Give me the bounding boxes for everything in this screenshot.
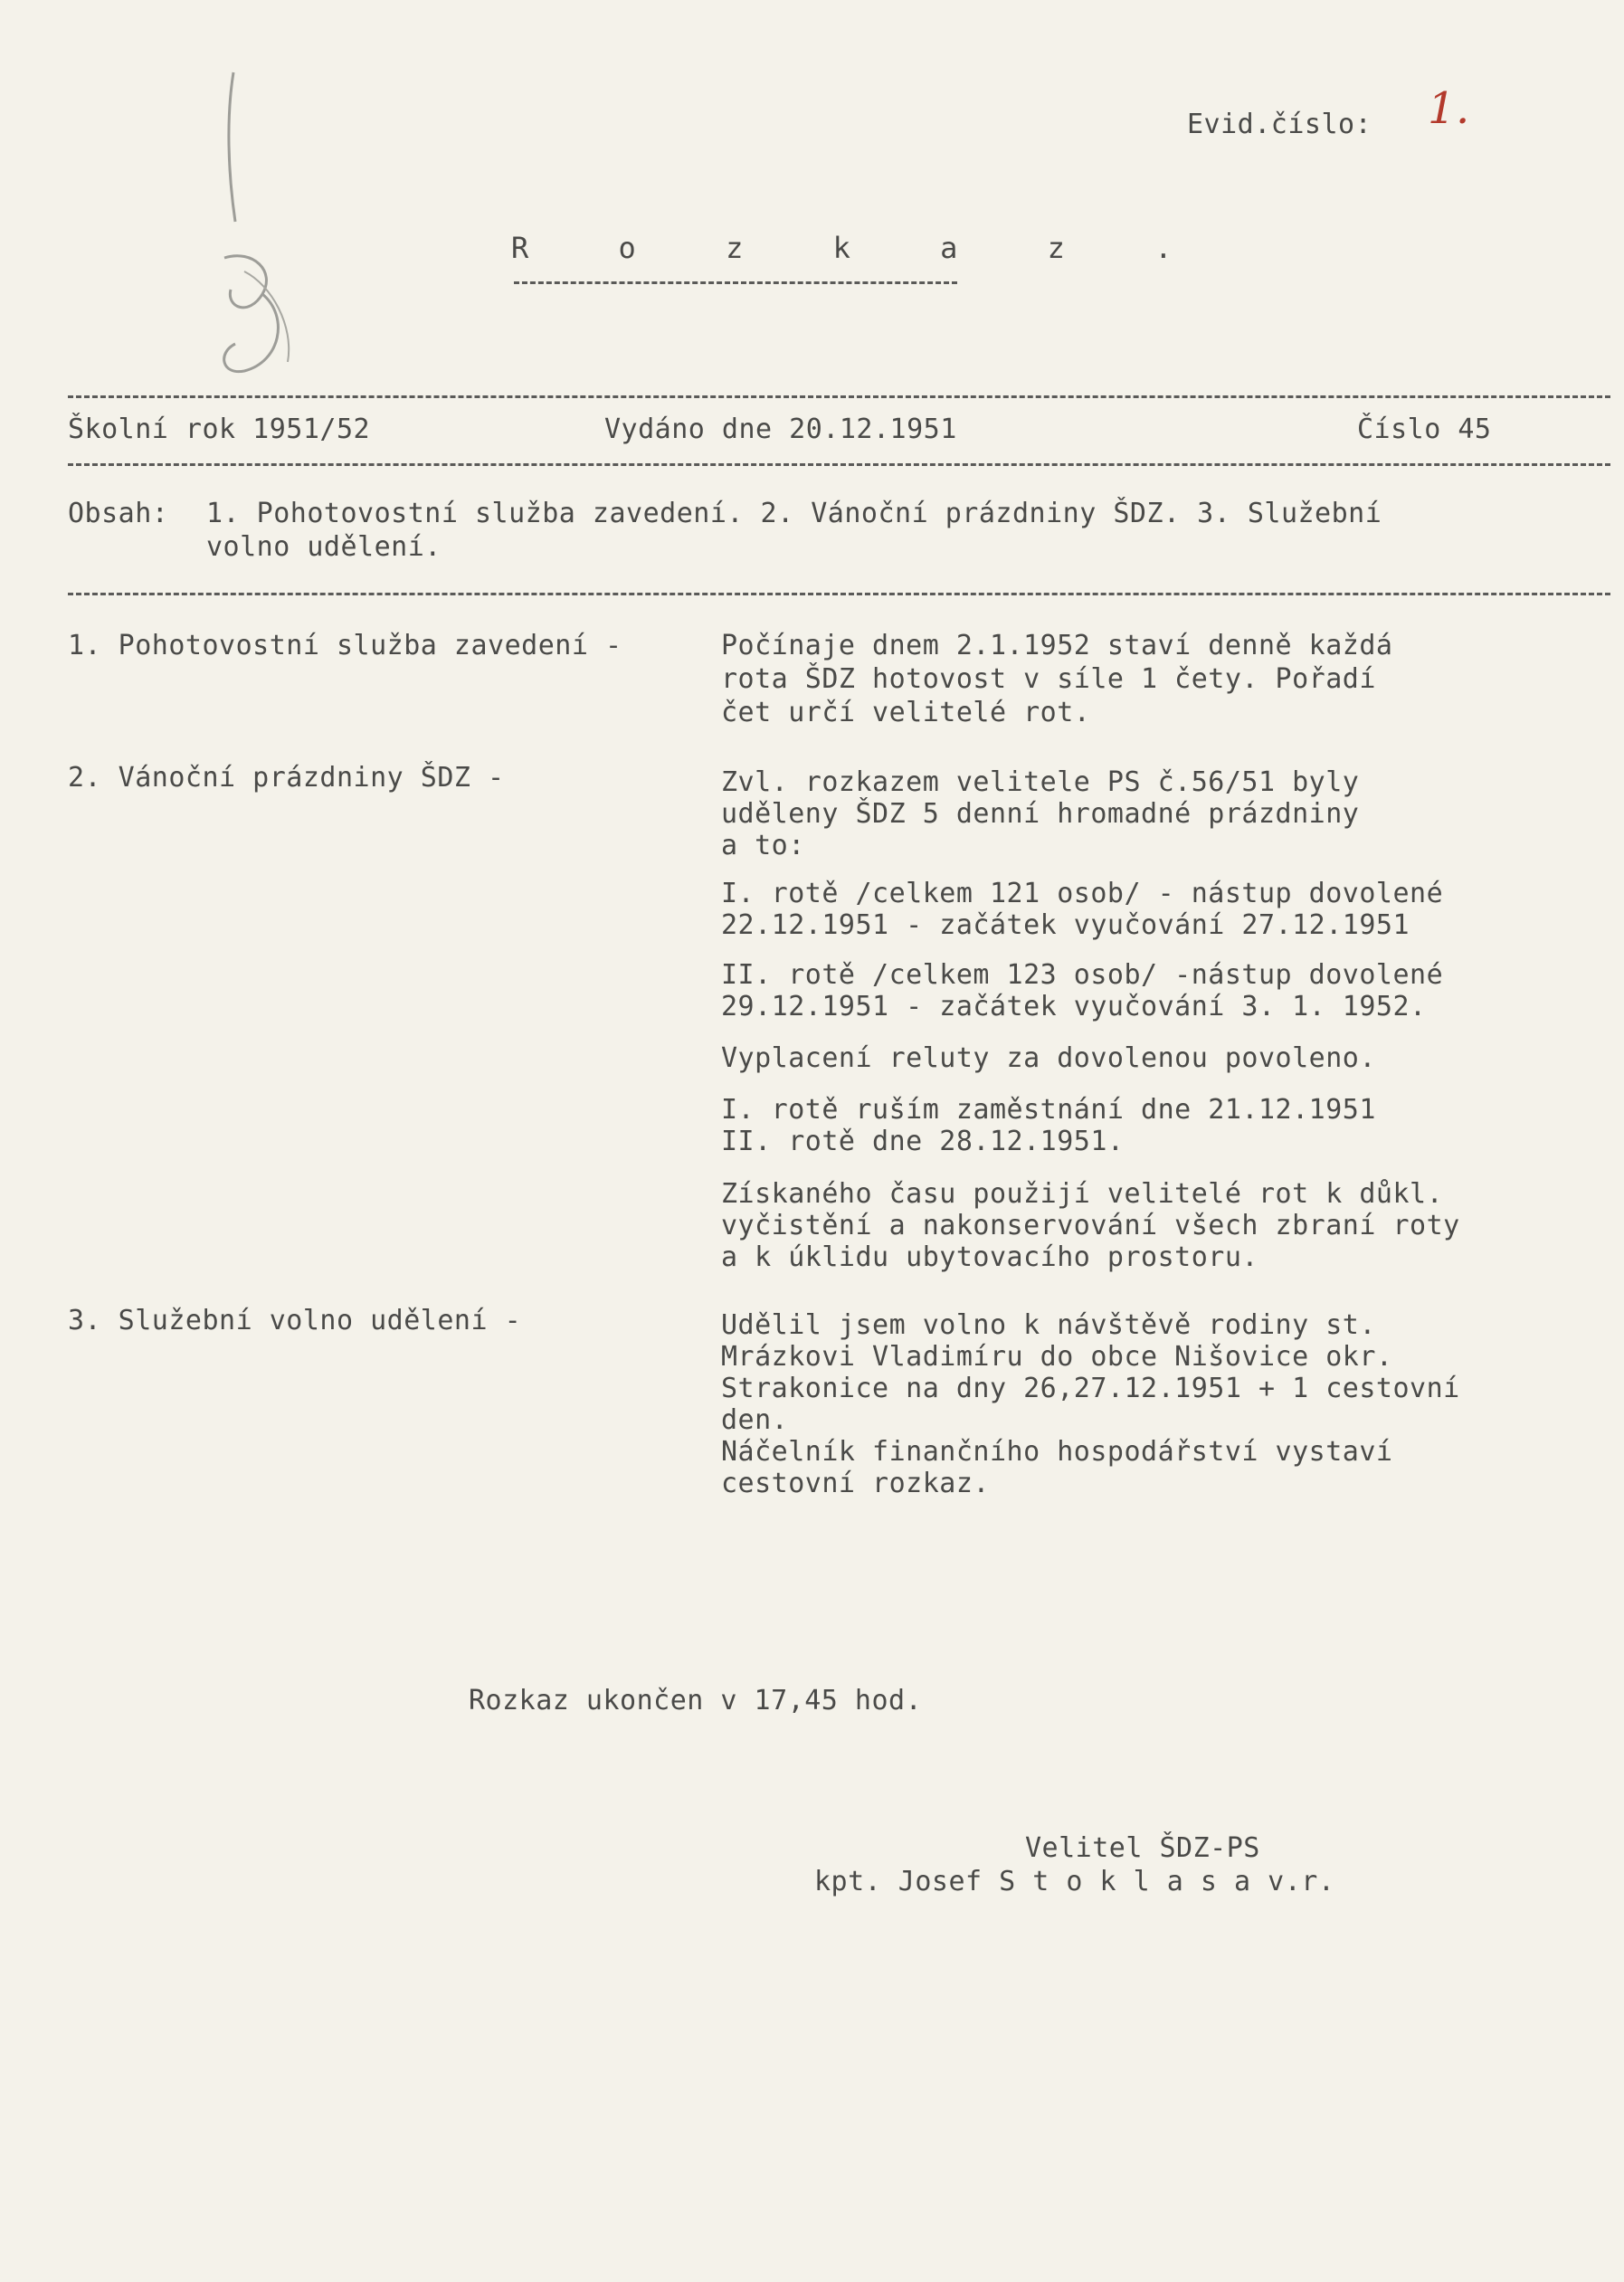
section-3-line: den. [721,1404,789,1436]
contents-label: Obsah: [68,498,169,529]
section-3-line: Udělil jsem volno k návštěvě rodiny st. [721,1309,1376,1341]
section-1-heading: 1. Pohotovostní služba zavedení - [68,630,622,661]
header-rule-bottom [68,463,1610,466]
pencil-annotation-mark [208,63,308,380]
section-2-paragraph-line: uděleny ŠDZ 5 denní hromadné prázdniny [721,798,1360,830]
section-1-line: čet určí velitelé rot. [721,697,1091,728]
section-2-paragraph-line: 22.12.1951 - začátek vyučování 27.12.1951 [721,909,1410,941]
section-2-paragraph-line: vyčistění a nakonservování všech zbraní roty [721,1210,1460,1241]
section-3-line: Náčelník finančního hospodářství vystaví [721,1436,1393,1468]
section-2-paragraph-line: a to: [721,830,805,861]
evidence-number-label: Evid.číslo: [1187,109,1372,140]
section-3-heading: 3. Služební volno udělení - [68,1305,522,1336]
section-2-paragraph-line: Vyplacení reluty za dovolenou povoleno. [721,1042,1376,1074]
document-title: R o z k a z . [511,231,1209,265]
signature-name: kpt. Josef S t o k l a s a v.r. [814,1866,1335,1897]
closing-statement: Rozkaz ukončen v 17,45 hod. [469,1685,923,1716]
section-2-paragraph-line: Zvl. rozkazem velitele PS č.56/51 byly [721,766,1360,798]
section-2-paragraph-line: a k úklidu ubytovacího prostoru. [721,1241,1258,1273]
issued-date: Vydáno dne 20.12.1951 [604,414,957,445]
section-3-line: cestovní rozkaz. [721,1468,990,1499]
section-3-line: Strakonice na dny 26,27.12.1951 + 1 cestovní [721,1373,1460,1404]
header-rule-top [68,395,1610,398]
section-2-paragraph-line: 29.12.1951 - začátek vyučování 3. 1. 1952. [721,991,1427,1022]
section-2-paragraph-line: II. rotě dne 28.12.1951. [721,1126,1125,1157]
title-underline [514,281,957,284]
signature-title: Velitel ŠDZ-PS [1025,1832,1260,1864]
contents-line-1: 1. Pohotovostní služba zavedení. 2. Vánoční prázdniny ŠDZ. 3. Služební [206,498,1382,529]
section-2-paragraph-line: I. rotě ruším zaměstnání dne 21.12.1951 [721,1094,1376,1126]
school-year: Školní rok 1951/52 [68,414,371,445]
section-2-paragraph-line: II. rotě /celkem 123 osob/ -nástup dovolené [721,959,1444,991]
section-2-paragraph-line: Získaného času použijí velitelé rot k důkl. [721,1178,1444,1210]
order-number: Číslo 45 [1357,414,1492,445]
contents-rule [68,593,1610,595]
section-1-line: rota ŠDZ hotovost v síle 1 čety. Pořadí [721,663,1376,695]
section-2-heading: 2. Vánoční prázdniny ŠDZ - [68,762,505,794]
section-1-line: Počínaje dnem 2.1.1952 staví denně každá [721,630,1393,661]
evidence-number-handwritten: 1. [1428,83,1470,134]
contents-line-2: volno udělení. [206,531,442,563]
section-3-line: Mrázkovi Vladimíru do obce Nišovice okr. [721,1341,1393,1373]
section-2-paragraph-line: I. rotě /celkem 121 osob/ - nástup dovolené [721,878,1444,909]
